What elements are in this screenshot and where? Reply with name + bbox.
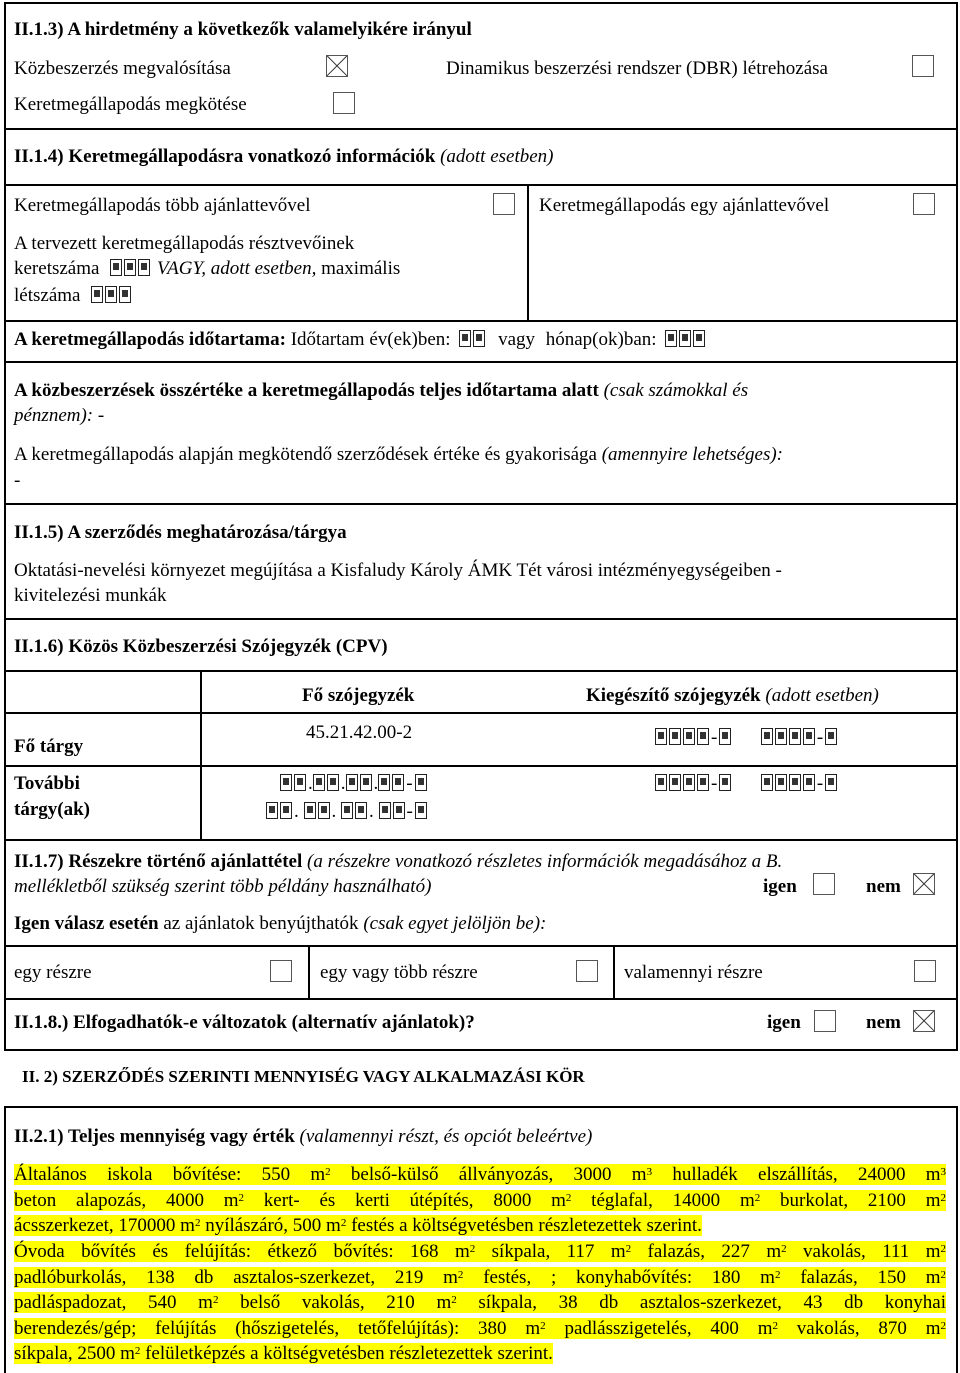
divider xyxy=(200,670,202,840)
duration-years-label: Időtartam év(ek)ben: xyxy=(290,329,451,350)
contract-subject-line2: kivitelezési munkák xyxy=(14,585,167,606)
option-public-procurement-label: Közbeszerzés megvalósítása xyxy=(14,58,231,79)
divider xyxy=(4,945,958,947)
duration-label: A keretmegállapodás időtartama: xyxy=(14,329,286,350)
cpv-other-codes-1: . . . - xyxy=(280,774,429,793)
quantity-school-paragraph: Általános iskola bővítése: 550 $m^2$ belső-külső állványozás, 3000 $m^3$ hulladék elszállítás, 24000 $m^3$ beton alapozás, 4000 $m^2$ kert- és kerti útépítés, 8000 $m^2$ téglafal, 14000 $m^2$ burkolat, 2100 $m^2$ ácsszerkezet, 170000 $m^2$ nyílászáró, 500 $m^2$ festés a költségvetésben részletezettek szerint. xyxy=(14,1164,947,1236)
lots-yes-checkbox[interactable] xyxy=(813,873,835,895)
option-dbr-checkbox[interactable] xyxy=(912,55,934,77)
lots-no-checkbox[interactable] xyxy=(913,873,935,895)
framework-multi-label: Keretmegállapodás több ajánlattevővel xyxy=(14,195,311,216)
framework-single-checkbox[interactable] xyxy=(913,193,935,215)
divider xyxy=(308,945,310,999)
total-value-label: A közbeszerzések összértéke a keretmegállapodás teljes időtartama alatt xyxy=(14,380,599,401)
divider xyxy=(4,670,958,672)
divider xyxy=(4,503,958,505)
contracts-value: - xyxy=(14,470,21,491)
lots-no-label: nem xyxy=(866,876,901,897)
divider xyxy=(613,945,615,999)
divider xyxy=(4,618,958,620)
cpv-row-other-line2: tárgy(ak) xyxy=(14,799,90,820)
lots-one-label: egy részre xyxy=(14,962,92,983)
quantity-kindergarten-paragraph: Óvoda bővítés és felújítás: étkező bővítés: 168 $m^2$ síkpala, 117 $m^2$ falazás, 227 $m^2$ vakolás, 111 $m^2$ padlóburkolás, 138 db asztalos-szerkezet, 219 $m^2$ festés, ; konyhabővítés: 180 $m^2$ falazás, 150 $m^2$ padláspadozat, 540 $m^2$ belső vakolás, 210 $m^2$ síkpala, 38 db asztalos-szerkezet, 43 db konyhai berendezés/gép; felújítás (hőszigetelés, tetőfelújítás): 380 $m^2$ padlásszigetelés, 400 $m^2$ vakolás, 870 $m^2$ síkpala, 2500 $m^2$ felületképzés a költségvetésben részletezettek szerint. xyxy=(14,1241,947,1364)
lots-one-checkbox[interactable] xyxy=(270,960,292,982)
duration-months-label: hónap(ok)ban: xyxy=(545,329,657,350)
framework-single-label: Keretmegállapodás egy ajánlattevővel xyxy=(539,195,830,216)
section-title-ii-1-8: II.1.8.) Elfogadhatók-e változatok (alternatív ajánlatok)? xyxy=(14,1012,475,1033)
section-title-ii-1-6: II.1.6) Közös Közbeszerzési Szójegyzék (CPV) xyxy=(14,636,388,657)
variants-no-checkbox[interactable] xyxy=(913,1010,935,1032)
divider xyxy=(4,361,958,363)
participants-headcount-label: létszáma xyxy=(14,285,81,306)
section-title-ii-1-5: II.1.5) A szerződés meghatározása/tárgya xyxy=(14,522,347,543)
section-title-ii-1-3: II.1.3) A hirdetmény a következők valamelyikére irányul xyxy=(14,19,472,40)
option-framework-label: Keretmegállapodás megkötése xyxy=(14,94,247,115)
participants-count-label: keretszáma xyxy=(14,258,100,279)
participants-max-label: maximális xyxy=(321,258,401,279)
lots-answer-note: (csak egyet jelöljön be): xyxy=(363,913,547,934)
total-value: - xyxy=(93,405,105,426)
contracts-value-label: A keretmegállapodás alapján megkötendő szerződések értéke és gyakorisága xyxy=(14,444,597,465)
lots-yes-label: igen xyxy=(763,876,797,897)
lots-more-checkbox[interactable] xyxy=(576,960,598,982)
lots-all-checkbox[interactable] xyxy=(914,960,936,982)
participants-line2 xyxy=(14,259,400,278)
option-public-procurement-checkbox[interactable] xyxy=(326,55,348,77)
cpv-main-extra-codes: - - xyxy=(655,728,839,747)
lots-all-label: valamennyi részre xyxy=(624,962,763,983)
cpv-row-main: Fő tárgy xyxy=(14,736,84,757)
variants-yes-label: igen xyxy=(767,1012,801,1033)
section-title-ii-1-4-note: (adott esetben) xyxy=(440,146,554,167)
section-ii-1-7-line1 xyxy=(14,852,782,871)
framework-multi-checkbox[interactable] xyxy=(493,193,515,215)
duration-row xyxy=(14,330,707,349)
option-dbr-label: Dinamikus beszerzési rendszer (DBR) létrehozása xyxy=(446,58,828,79)
divider xyxy=(4,765,958,767)
participants-headcount-glyphs xyxy=(91,285,133,306)
lots-answer-line xyxy=(14,914,546,933)
contracts-value-note: (amennyire lehetséges): xyxy=(601,444,784,465)
section-ii-1-7-note2: mellékletből szükség szerint több példány használható) xyxy=(14,876,432,897)
cpv-main-code: 45.21.42.00-2 xyxy=(306,722,413,743)
section-title-ii-2-1: II.2.1) Teljes mennyiség vagy érték xyxy=(14,1126,295,1147)
contract-subject-line1: Oktatási-nevelési környezet megújítása a Kisfaludy Károly ÁMK Tét városi intézményegységeiben - xyxy=(14,560,782,581)
divider xyxy=(4,712,958,714)
divider xyxy=(4,184,958,186)
section-ii-1-7-note1: (a részekre vonatkozó részletes információk megadásához a B. xyxy=(307,851,783,872)
cpv-row-other-line1: További xyxy=(14,773,80,794)
section-ii-2-1-heading xyxy=(14,1127,592,1146)
divider xyxy=(4,998,958,1000)
duration-years-glyphs xyxy=(459,329,487,350)
lots-answer-bold: Igen válasz esetén xyxy=(14,913,159,934)
cpv-other-codes-2: . . . - xyxy=(266,802,429,821)
section-title-ii-1-7: II.1.7) Részekre történő ajánlattétel xyxy=(14,851,303,872)
variants-yes-checkbox[interactable] xyxy=(814,1010,836,1032)
lots-more-label: egy vagy több részre xyxy=(320,962,478,983)
cpv-col-main: Fő szójegyzék xyxy=(302,685,415,706)
section-title-ii-2-1-note: (valamennyi részt, és opciót beleértve) xyxy=(299,1126,593,1147)
participants-line1: A tervezett keretmegállapodás résztvevőinek xyxy=(14,233,355,254)
duration-months-glyphs xyxy=(665,329,707,350)
total-value-line1 xyxy=(14,381,748,400)
divider xyxy=(527,184,529,320)
total-value-line2 xyxy=(14,406,104,425)
cpv-col-extra-label: Kiegészítő szójegyzék xyxy=(586,685,761,706)
contracts-value-line1 xyxy=(14,445,783,464)
lots-answer-text: az ajánlatok benyújthatók xyxy=(163,913,359,934)
total-value-note: (csak számokkal és xyxy=(603,380,749,401)
participants-or-label: VAGY, adott esetben, xyxy=(156,258,317,279)
participants-count-glyphs xyxy=(110,258,152,279)
cpv-col-extra xyxy=(586,686,879,705)
section-title-ii-2: II. 2) SZERZŐDÉS SZERINTI MENNYISÉG VAGY ALKALMAZÁSI KÖR xyxy=(22,1067,585,1086)
option-framework-checkbox[interactable] xyxy=(333,92,355,114)
section-title-ii-1-4 xyxy=(14,147,554,166)
cpv-other-extra-codes: - - xyxy=(655,774,839,793)
divider xyxy=(4,320,958,322)
total-value-note2: pénznem): xyxy=(14,405,94,426)
cpv-col-extra-note: (adott esetben) xyxy=(765,685,879,706)
variants-no-label: nem xyxy=(866,1012,901,1033)
divider xyxy=(4,839,958,841)
duration-or-label: vagy xyxy=(498,329,535,350)
section-title-ii-1-4-text: II.1.4) Keretmegállapodásra vonatkozó információk xyxy=(14,146,436,167)
participants-line3 xyxy=(14,286,133,305)
